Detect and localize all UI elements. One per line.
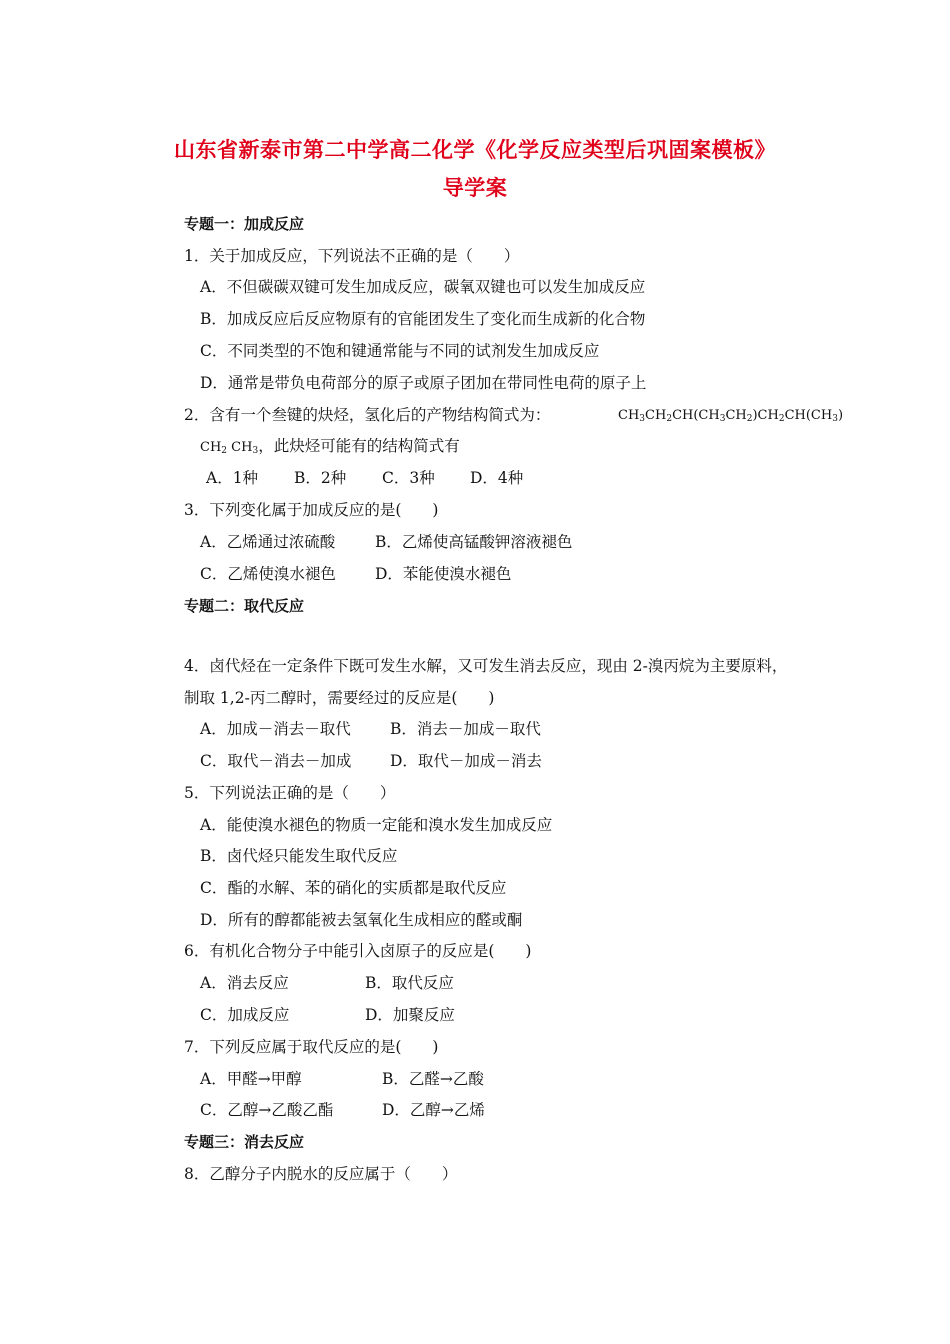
question-4-stem-line-1: 4．卤代烃在一定条件下既可发生水解，又可发生消去反应，现由 2-溴丙烷为主要原料，: [184, 657, 788, 675]
question-5-option-c: C．酯的水解、苯的硝化的实质都是取代反应: [200, 879, 507, 897]
question-7-option-a: A．甲醛→甲醇: [200, 1070, 302, 1088]
question-2-option-a: A．1种: [206, 469, 259, 487]
question-6-option-c: C．加成反应: [200, 1006, 290, 1024]
title-line-2: 导学案: [442, 175, 508, 200]
question-2-option-b: B．2种: [294, 469, 347, 487]
question-8-stem: 8．乙醇分子内脱水的反应属于（ ）: [184, 1165, 458, 1183]
section-heading-addition: 专题一：加成反应: [184, 215, 305, 233]
question-6-option-a: A．消去反应: [200, 974, 289, 992]
question-7-option-d: D．乙醇→乙烯: [382, 1101, 485, 1119]
question-5-option-a: A．能使溴水褪色的物质一定能和溴水发生加成反应: [200, 816, 553, 834]
question-2-formula-line-2: [200, 436, 460, 461]
question-3-option-d: D．苯能使溴水褪色: [375, 565, 512, 583]
question-2-stem: 2．含有一个叁键的炔烃，氢化后的产物结构简式为：: [184, 406, 551, 424]
question-4-option-b: B．消去－加成－取代: [390, 720, 541, 738]
question-3-option-c: C．乙烯使溴水褪色: [200, 565, 336, 583]
question-3-option-a: A．乙烯通过浓硫酸: [200, 533, 336, 551]
section-heading-substitution: 专题二：取代反应: [184, 597, 305, 615]
question-2-formula-part-1: $CH_3CH_2CH(CH_3CH_2)CH_2CH(CH_3)$: [618, 408, 844, 424]
title-line-1: 山东省新泰市第二中学高二化学《化学反应类型后巩固案模板》: [174, 137, 776, 162]
question-7-option-c: C．乙醇→乙酸乙酯: [200, 1101, 334, 1119]
question-1-option-b: B．加成反应后反应物原有的官能团发生了变化而生成新的化合物: [200, 310, 646, 328]
question-4-options-row-2: [200, 751, 542, 771]
question-7-stem: 7．下列反应属于取代反应的是( ): [184, 1038, 439, 1056]
question-5-option-d: D．所有的醇都能被去氢氧化生成相应的醛或酮: [200, 911, 523, 929]
question-7-options-row-1: [200, 1069, 484, 1089]
question-2-option-c: C．3种: [382, 469, 435, 487]
question-3-stem: 3．下列变化属于加成反应的是( ): [184, 501, 439, 519]
question-6-option-b: B．取代反应: [365, 974, 454, 992]
question-2-options: [206, 468, 523, 488]
question-4-stem-line-2: 制取 1,2-丙二醇时，需要经过的反应是( ): [184, 689, 495, 707]
question-4-option-d: D．取代－加成－消去: [390, 752, 542, 770]
question-6-stem: 6．有机化合物分子中能引入卤原子的反应是( ): [184, 942, 532, 960]
question-4-option-c: C．取代－消去－加成: [200, 752, 352, 770]
question-3-options-row-2: [200, 564, 511, 584]
question-6-options-row-1: [200, 973, 454, 993]
question-4-option-a: A．加成－消去－取代: [200, 720, 351, 738]
question-1-stem: 1．关于加成反应，下列说法不正确的是（ ）: [184, 247, 520, 265]
question-6-option-d: D．加聚反应: [365, 1006, 455, 1024]
question-2-option-d: D．4种: [470, 469, 524, 487]
question-6-options-row-2: [200, 1005, 455, 1025]
question-7-options-row-2: [200, 1100, 485, 1120]
question-2-stem-tail: ，此炔烃可能有的结构简式有: [258, 437, 460, 455]
question-2-formula-part-2: $CH_2$ $CH_3$: [200, 440, 259, 456]
question-1-option-c: C．不同类型的不饱和键通常能与不同的试剂发生加成反应: [200, 342, 600, 360]
section-heading-elimination: 专题三：消去反应: [184, 1133, 305, 1151]
question-1-option-d: D．通常是带负电荷部分的原子或原子团加在带同性电荷的原子上: [200, 374, 647, 392]
question-1-option-a: A．不但碳碳双键可发生加成反应，碳氧双键也可以发生加成反应: [200, 278, 646, 296]
question-5-stem: 5．下列说法正确的是（ ）: [184, 784, 396, 802]
question-3-options-row-1: [200, 532, 572, 552]
question-5-option-b: B．卤代烃只能发生取代反应: [200, 847, 398, 865]
question-7-option-b: B．乙醛→乙酸: [382, 1070, 484, 1088]
question-3-option-b: B．乙烯使高锰酸钾溶液褪色: [375, 533, 573, 551]
question-4-options-row-1: [200, 719, 541, 739]
